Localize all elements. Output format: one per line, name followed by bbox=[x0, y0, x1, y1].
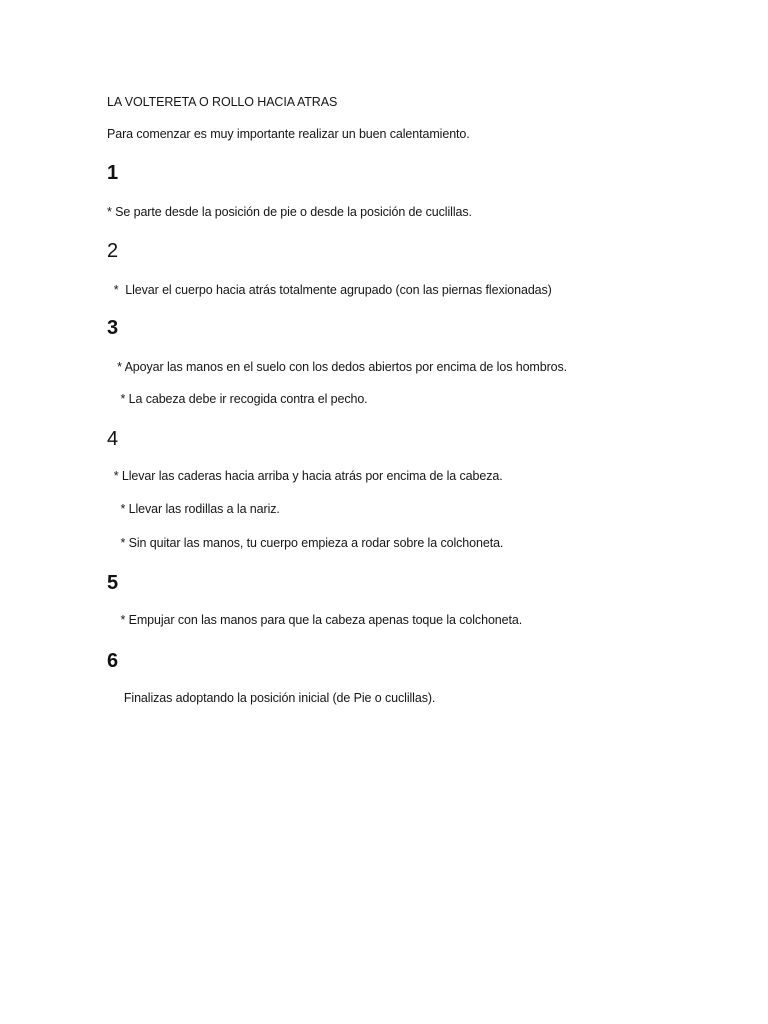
step-3-line-2: * La cabeza debe ir recogida contra el pecho. bbox=[107, 392, 368, 406]
step-4-line-2: * Llevar las rodillas a la nariz. bbox=[107, 502, 280, 516]
document-title: LA VOLTERETA O ROLLO HACIA ATRAS bbox=[107, 95, 338, 109]
step-4-line-1: * Llevar las caderas hacia arriba y hacia atrás por encima de la cabeza. bbox=[107, 469, 503, 483]
step-6-line-1: Finalizas adoptando la posición inicial (de Pie o cuclillas). bbox=[107, 691, 436, 705]
step-number-1: 1 bbox=[107, 162, 119, 184]
step-1-line-1: * Se parte desde la posición de pie o desde la posición de cuclillas. bbox=[107, 205, 472, 219]
intro-text: Para comenzar es muy importante realizar un buen calentamiento. bbox=[107, 127, 470, 141]
step-5-line-1: * Empujar con las manos para que la cabeza apenas toque la colchoneta. bbox=[107, 613, 523, 627]
step-2-line-1: * Llevar el cuerpo hacia atrás totalmente agrupado (con las piernas flexionadas) bbox=[107, 283, 552, 297]
step-3-line-1: * Apoyar las manos en el suelo con los dedos abiertos por encima de los hombros. bbox=[107, 360, 568, 374]
step-number-5: 5 bbox=[107, 572, 119, 594]
step-number-4: 4 bbox=[107, 428, 119, 450]
step-4-line-3: * Sin quitar las manos, tu cuerpo empieza a rodar sobre la colchoneta. bbox=[107, 536, 504, 550]
step-number-6: 6 bbox=[107, 650, 119, 672]
step-number-2: 2 bbox=[107, 240, 119, 262]
step-number-3: 3 bbox=[107, 317, 119, 339]
